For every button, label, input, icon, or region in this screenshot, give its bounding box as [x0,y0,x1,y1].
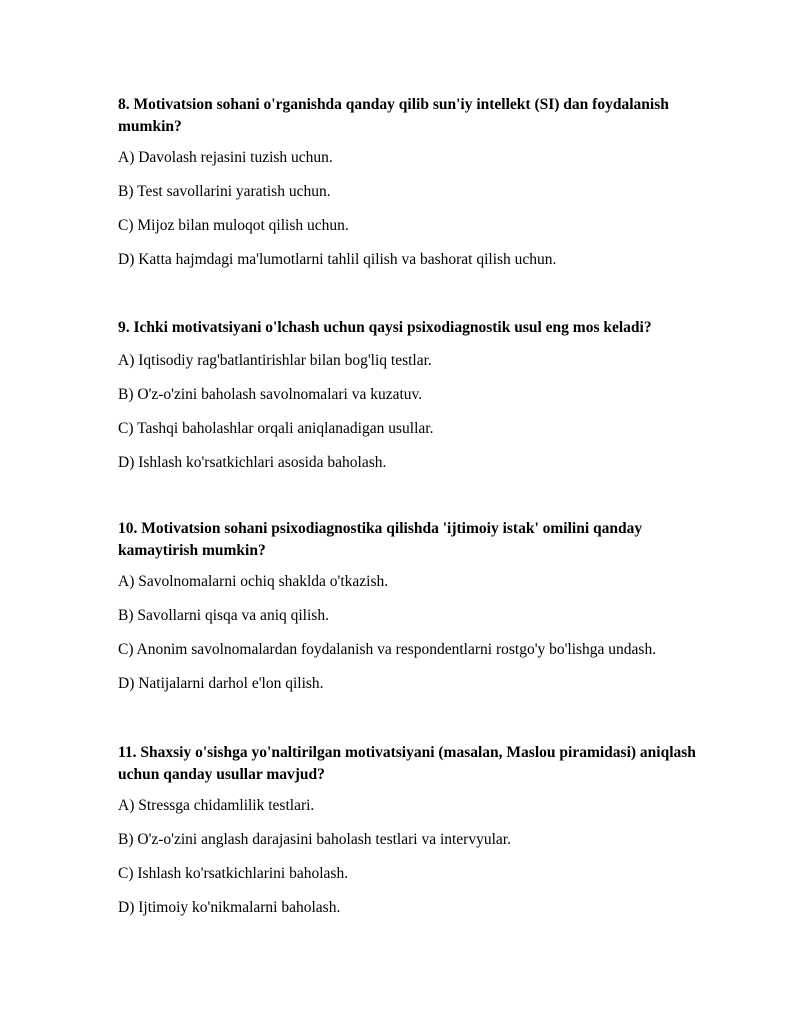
question-9 [118,317,698,471]
option-d: D) Ishlash ko'rsatkichlari asosida baholash. [118,454,387,471]
question-title: 8. Motivatsion sohani o'rganishda qanday qilib sun'iy intellekt (SI) dan foydalanish mumkin? [118,96,669,135]
question-11 [118,742,698,916]
option-c: C) Tashqi baholashlar orqali aniqlanadigan usullar. [118,420,434,437]
option-b: B) Savollarni qisqa va aniq qilish. [118,607,329,624]
option-a: A) Iqtisodiy rag'batlantirishlar bilan bog'liq testlar. [118,352,432,369]
option-a: A) Davolash rejasini tuzish uchun. [118,149,333,166]
option-b: B) Test savollarini yaratish uchun. [118,183,331,200]
option-c: C) Anonim savolnomalardan foydalanish va respondentlarni rostgo'y bo'lishga undash. [118,641,657,658]
option-d: D) Katta hajmdagi ma'lumotlarni tahlil qilish va bashorat qilish uchun. [118,251,557,268]
question-title: 11. Shaxsiy o'sishga yo'naltirilgan motivatsiyani (masalan, Maslou piramidasi) aniqlash uchun qanday usullar mavjud? [118,744,696,783]
option-b: B) O'z-o'zini baholash savolnomalari va kuzatuv. [118,386,423,403]
question-title: 10. Motivatsion sohani psixodiagnostika qilishda 'ijtimoiy istak' omilini qanday kamaytirish mumkin? [118,520,643,559]
option-b: B) O'z-o'zini anglash darajasini baholash testlari va intervyular. [118,831,511,848]
option-a: A) Savolnomalarni ochiq shaklda o'tkazish. [118,573,389,590]
question-8 [118,94,698,268]
option-d: D) Natijalarni darhol e'lon qilish. [118,675,324,692]
option-d: D) Ijtimoiy ko'nikmalarni baholash. [118,899,341,916]
question-10 [118,518,698,692]
option-c: C) Mijoz bilan muloqot qilish uchun. [118,217,349,234]
question-title: 9. Ichki motivatsiyani o'lchash uchun qaysi psixodiagnostik usul eng mos keladi? [118,319,652,336]
option-c: C) Ishlash ko'rsatkichlarini baholash. [118,865,349,882]
option-a: A) Stressga chidamlilik testlari. [118,797,315,814]
